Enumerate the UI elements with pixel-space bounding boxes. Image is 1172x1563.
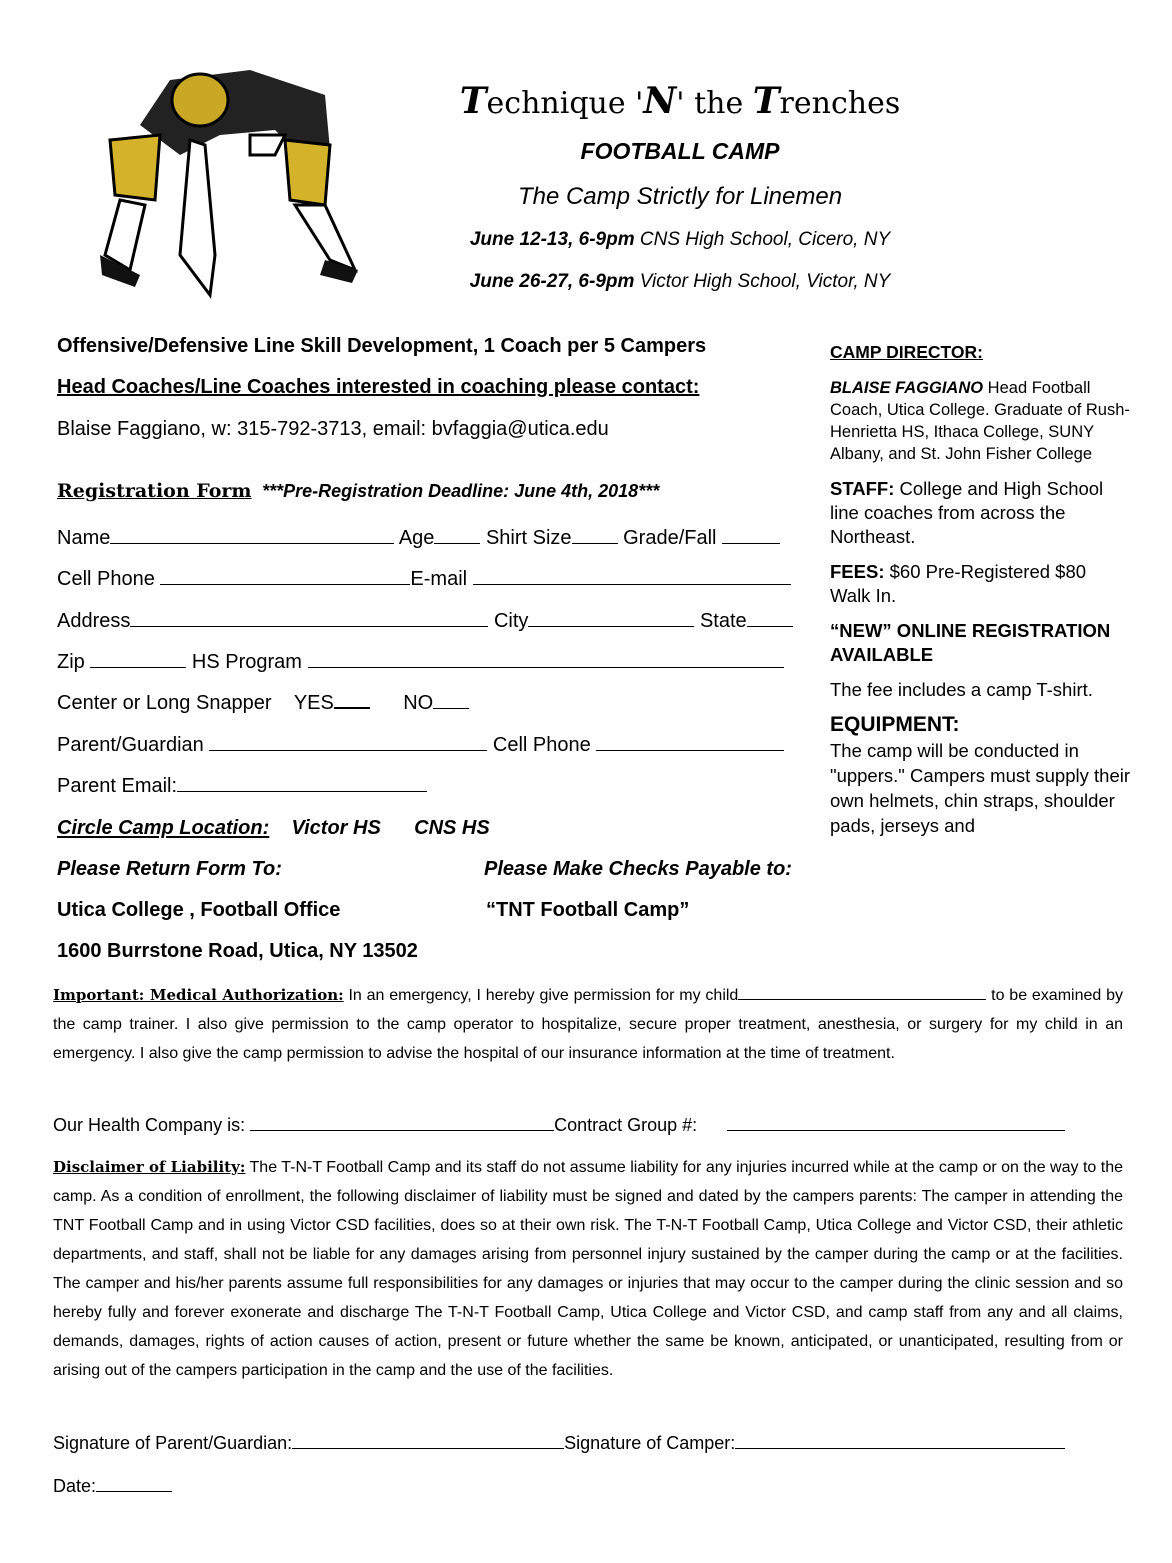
camp-tagline: The Camp Strictly for Linemen [517, 183, 843, 210]
location-victor[interactable]: Victor HS [291, 817, 381, 839]
parent-field[interactable] [209, 749, 487, 751]
sidebar [830, 341, 1130, 838]
parent-signature-field[interactable] [292, 1447, 564, 1449]
cell-phone-field[interactable] [160, 583, 410, 585]
equipment-text: The camp will be conducted in "uppers." Campers must supply their own helmets, chin straps, shoulder pads, jerseys and [830, 740, 1131, 836]
parent-cell-field[interactable] [596, 749, 784, 751]
payable-label: Please Make Checks Payable to: [484, 858, 792, 880]
insurance-row: Our Health Company is: Contract Group #: [53, 1115, 1065, 1136]
name-field[interactable] [110, 542, 394, 544]
city-field[interactable] [528, 625, 694, 627]
child-name-field[interactable] [738, 998, 986, 1000]
camp-title: Technique 'N' the Trenches [459, 80, 901, 122]
session-1: June 12-13, 6-9pm CNS High School, Cicero, NY [469, 229, 891, 250]
address-field[interactable] [130, 625, 488, 627]
online-registration: “NEW” ONLINE REGISTRATION AVAILABLE [830, 620, 1111, 665]
email-field[interactable] [473, 583, 791, 585]
medical-authorization: Important: Medical Authorization: In an emergency, I hereby give permission for my child to be examined by the camp trainer. I also give permission to the camp operator to hospitalize, secure proper treatment, anesthesia, or surgery for my child in an emergency. I also give the camp permission to advise the hospital of our insurance information at the time of treatment. [53, 986, 1123, 1062]
office: Utica College , Football Office [57, 899, 341, 921]
director-heading: CAMP DIRECTOR: [830, 342, 983, 362]
row-zip: Zip HS Program [57, 651, 784, 674]
row-snapper: Center or Long Snapper YES NO [57, 692, 469, 715]
form-heading: Registration Form ***Pre-Registration Deadline: June 4th, 2018*** [57, 480, 660, 502]
fees-info: FEES: $60 Pre-Registered $80 Walk In. [830, 561, 1087, 606]
session-2: June 26-27, 6-9pm Victor High School, Victor, NY [469, 271, 891, 292]
row-cell: Cell Phone E-mail [57, 568, 791, 591]
row-name: Name Age Shirt Size Grade/Fall [57, 527, 780, 550]
row-parent-email: Parent Email: [57, 775, 427, 798]
grade-field[interactable] [722, 542, 780, 544]
row-address: Address City State [57, 610, 793, 633]
state-field[interactable] [747, 625, 793, 627]
intro-line-1: Offensive/Defensive Line Skill Development, 1 Coach per 5 Campers [57, 335, 707, 357]
director-bio: BLAISE FAGGIANO Head Football Coach, Utica College. Graduate of Rush-Henrietta HS, Ithaca College, SUNY Albany, and St. John Fisher College [830, 379, 1130, 463]
return-label: Please Return Form To: [57, 858, 282, 880]
camp-subtitle: FOOTBALL CAMP [580, 138, 780, 164]
snapper-no-field[interactable] [433, 707, 469, 709]
contract-group-field[interactable] [727, 1129, 1065, 1131]
disclaimer: Disclaimer of Liability: The T-N-T Football Camp and its staff do not assume liability for any injuries incurred while at the camp or on the way to the camp. As a condition of enrollment, the following disclaimer of liability must be signed and dated by the campers parents: The camper in attending the TNT Football Camp and in using Victor CSD facilities, does so at their own risk. The T-N-T Football Camp, Utica College and Victor CSD, their athletic departments, and staff, shall not be liable for any damages arising from personnel injury sustained by the camper during the camp or at the facilities. The camper and his/her parents assume full responsibilities for any damages or injuries that may occur to the camper during the clinic session and so hereby fully and forever exonerate and discharge The T-N-T Football Camp, Utica College and Victor CSD, and camp staff from any and all claims, demands, damages, rights of action causes of action, present or future whether the same be known, anticipated, or unanticipated, resulting from or arising out of the campers participation in the camp and the use of the facilities. [53, 1158, 1124, 1379]
row-parent: Parent/Guardian Cell Phone [57, 734, 784, 757]
signature-row: Signature of Parent/Guardian: Signature of Camper: [53, 1433, 1065, 1454]
date-field[interactable] [96, 1490, 172, 1492]
camper-signature-field[interactable] [735, 1447, 1065, 1449]
snapper-yes-field[interactable] [334, 706, 370, 709]
date-row: Date: [53, 1476, 172, 1497]
row-location: Circle Camp Location: Victor HS CNS HS [57, 817, 490, 839]
location-cns[interactable]: CNS HS [414, 817, 490, 839]
staff-info: STAFF: College and High School line coaches from across the Northeast. [830, 478, 1104, 547]
payee: “TNT Football Camp” [486, 899, 690, 921]
health-company-field[interactable] [250, 1129, 554, 1131]
shirt-size-field[interactable] [572, 542, 618, 544]
hs-program-field[interactable] [308, 666, 784, 668]
equipment-heading: EQUIPMENT: [830, 713, 960, 736]
lineman-illustration [100, 55, 360, 300]
intro-line-2: Head Coaches/Line Coaches interested in coaching please contact: [57, 376, 700, 398]
mail-address: 1600 Burrstone Road, Utica, NY 13502 [57, 940, 418, 962]
age-field[interactable] [434, 542, 480, 544]
contact-line: Blaise Faggiano, w: 315-792-3713, email: bvfaggia@utica.edu [57, 418, 609, 440]
parent-email-field[interactable] [177, 790, 427, 792]
zip-field[interactable] [90, 666, 186, 668]
tshirt-note: The fee includes a camp T-shirt. [830, 679, 1093, 700]
